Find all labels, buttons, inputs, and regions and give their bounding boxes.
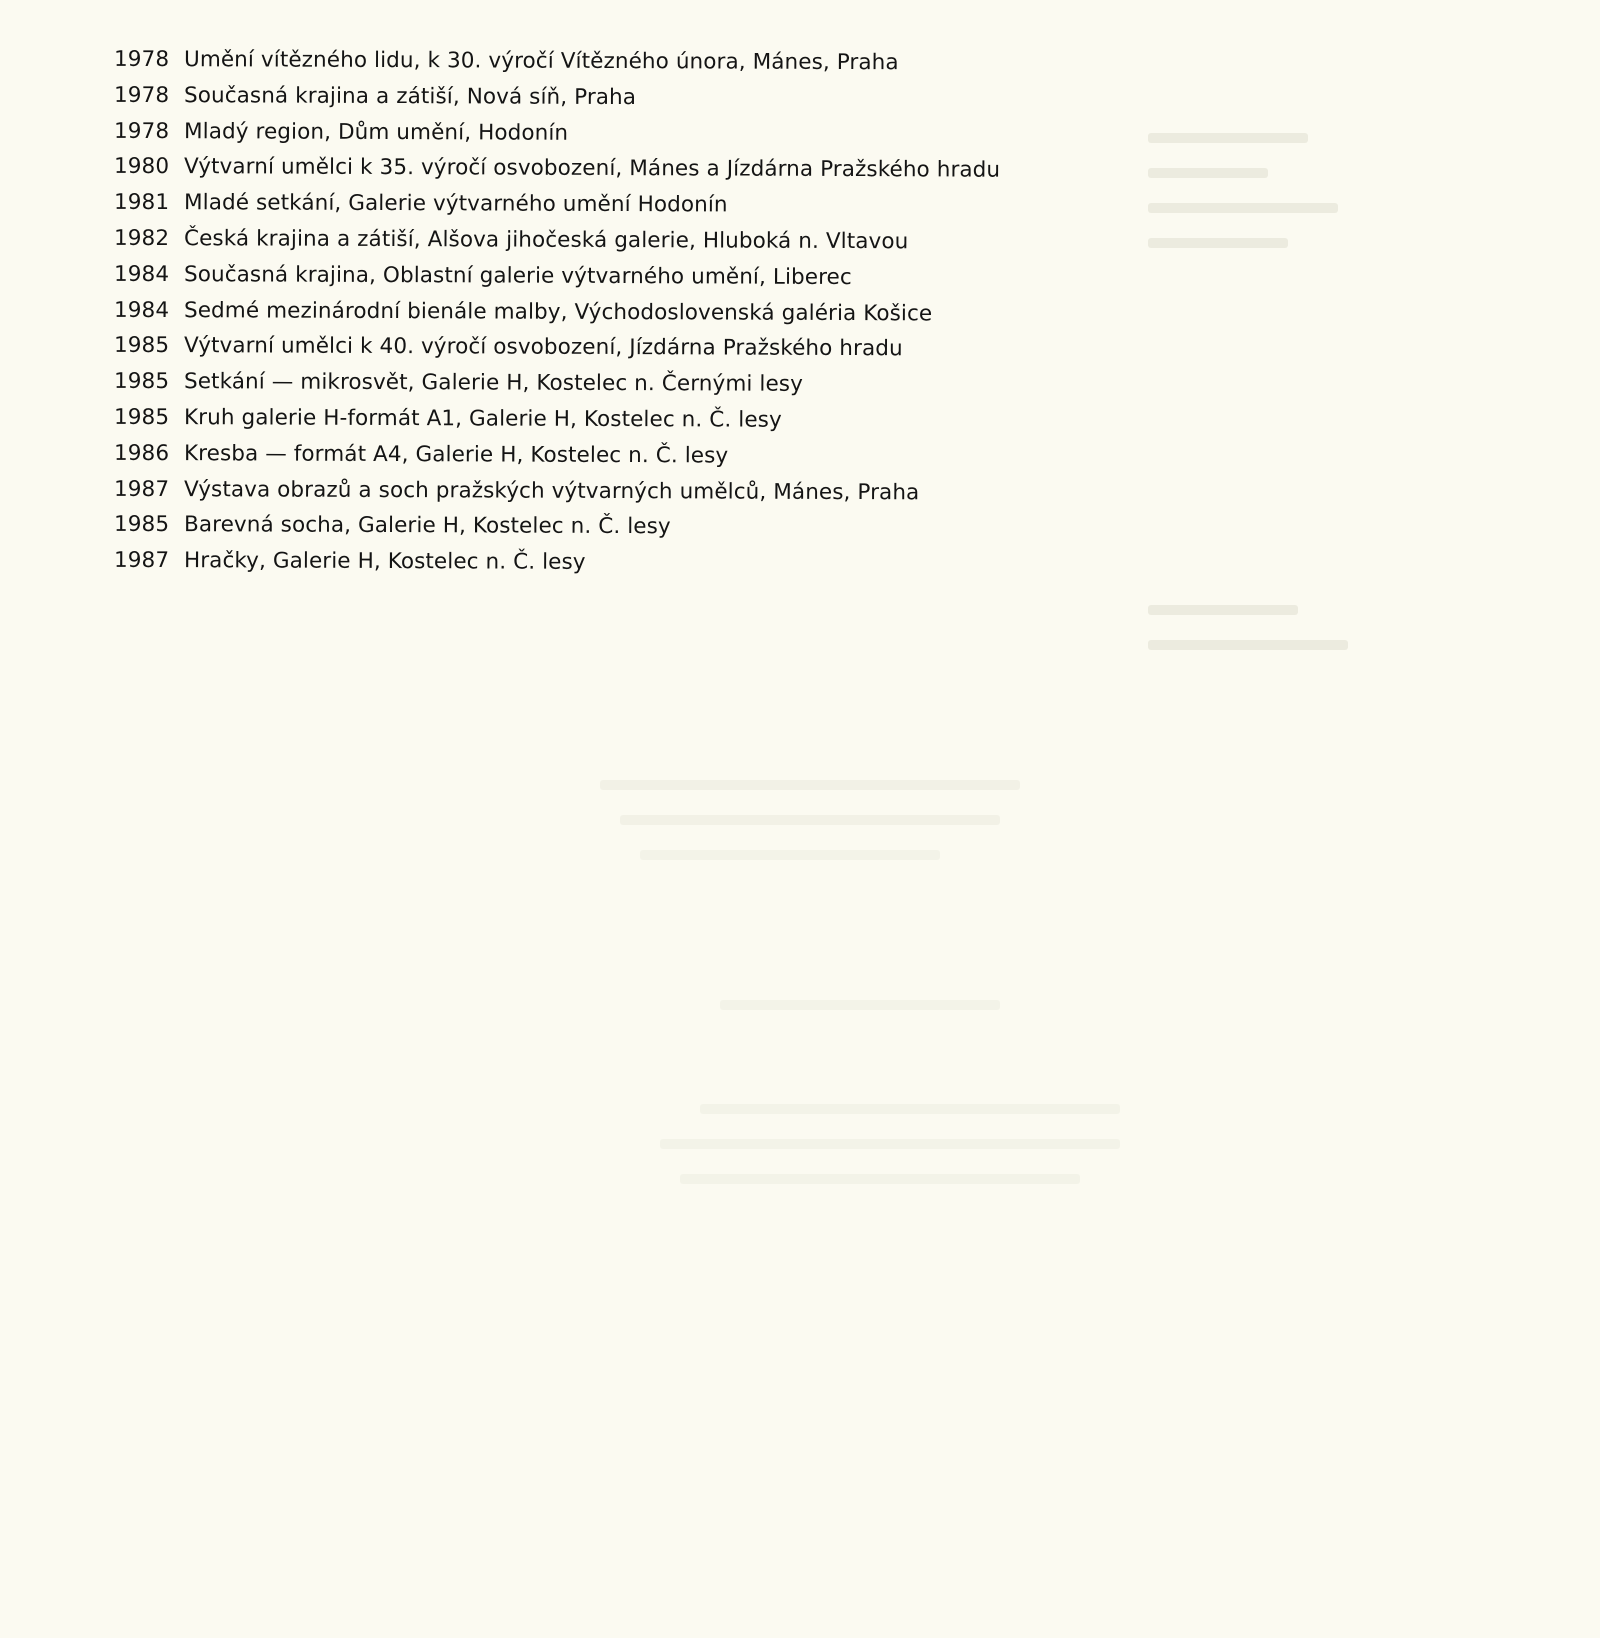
list-item [114,149,1114,189]
exhibition-text: Současná krajina, Oblastní galerie výtvarného umění, Liberec [183,261,852,290]
exhibition-text: Kruh galerie H-formát A1, Galerie H, Kostelec n. Č. lesy [183,405,782,433]
exhibition-text: Mladé setkání, Galerie výtvarného umění Hodonín [183,190,728,218]
exhibition-year: 1984 [113,261,170,287]
exhibition-text: Česká krajina a zátiší, Alšova jihočeská galerie, Hluboká n. Vltavou [183,226,909,255]
list-item [114,328,1114,368]
list-item [114,42,1114,82]
bleed-through-mark [1148,640,1348,650]
list-item [114,471,1114,511]
exhibition-list [114,44,1114,581]
exhibition-text: Kresba — formát A4, Galerie H, Kostelec n. Č. lesy [183,440,729,469]
bleed-through-mark [680,1174,1080,1184]
list-item [114,221,1114,261]
exhibition-text: Setkání — mikrosvět, Galerie H, Kostelec n. Černými lesy [183,369,803,397]
exhibition-year: 1978 [113,82,170,108]
exhibition-text: Barevná socha, Galerie H, Kostelec n. Č. lesy [183,512,671,540]
exhibition-year: 1978 [113,46,170,73]
exhibition-year: 1984 [113,297,170,323]
exhibition-text: Hračky, Galerie H, Kostelec n. Č. lesy [183,548,586,576]
exhibition-year: 1985 [113,368,170,395]
exhibition-year: 1987 [113,547,170,574]
list-item [114,543,1114,583]
list-item [114,113,1114,153]
bleed-through-mark [640,850,940,860]
exhibition-year: 1981 [113,190,170,216]
bleed-through-mark [720,1000,1000,1010]
exhibition-text: Mladý region, Dům umění, Hodonín [183,118,569,146]
bleed-through-mark [1148,203,1338,213]
exhibition-year: 1978 [113,118,170,144]
bleed-through-mark [1148,238,1288,248]
list-item [114,507,1114,547]
list-item [114,185,1114,225]
exhibition-year: 1986 [113,440,170,466]
list-item [114,292,1114,332]
exhibition-text: Výtvarní umělci k 40. výročí osvobození, Jízdárna Pražského hradu [183,333,903,362]
list-item [114,364,1114,404]
exhibition-year: 1985 [113,404,170,431]
exhibition-text: Umění vítězného lidu, k 30. výročí Vítězného února, Mánes, Praha [183,47,899,76]
list-item [114,400,1114,440]
list-item [114,257,1114,297]
bleed-through-mark [700,1104,1120,1114]
bleed-through-mark [660,1139,1120,1149]
exhibition-text: Současná krajina a zátiší, Nová síň, Praha [183,82,637,110]
bleed-through-mark [1148,168,1268,178]
bleed-through-mark [1148,133,1308,143]
bleed-through-mark [620,815,1000,825]
bleed-through-mark [600,780,1020,790]
exhibition-text: Výstava obrazů a soch pražských výtvarných umělců, Mánes, Praha [183,476,920,505]
exhibition-year: 1985 [113,512,170,538]
exhibition-text: Sedmé mezinárodní bienále malby, Východoslovenská galéria Košice [183,297,933,326]
exhibition-year: 1987 [113,476,170,502]
exhibition-text: Výtvarní umělci k 35. výročí osvobození, Mánes a Jízdárna Pražského hradu [183,154,1001,184]
list-item [114,78,1114,118]
exhibition-year: 1985 [113,333,170,359]
list-item [114,436,1114,476]
exhibition-year: 1982 [113,225,170,252]
exhibition-year: 1980 [113,154,170,180]
bleed-through-mark [1148,605,1298,615]
